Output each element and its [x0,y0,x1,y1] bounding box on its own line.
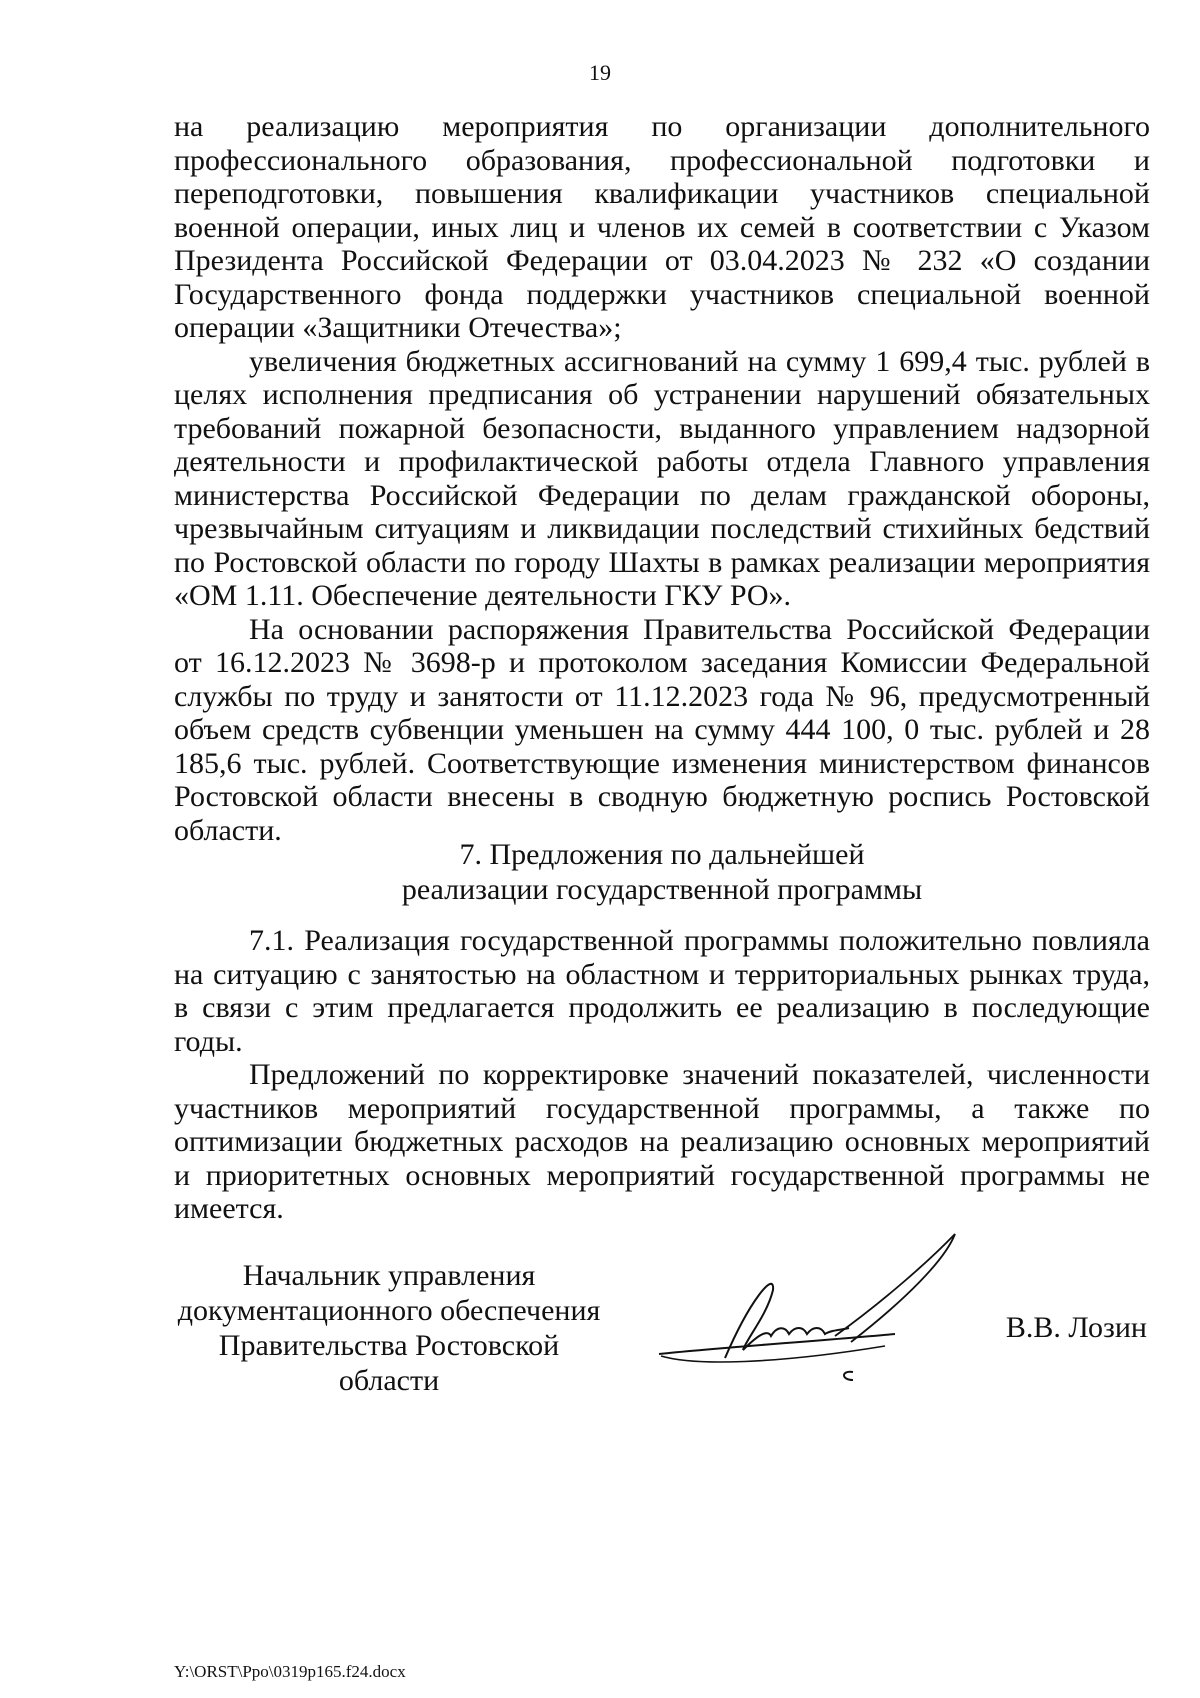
body-text [174,110,1150,847]
paragraph-proposal-7-1: 7.1. Реализация государственной программы положительно повлияла на ситуацию с занятостью на областном и территориальных рынках труда, в связи с этим предлагается продолжить ее реализацию в последующие годы. [174,924,1150,1058]
section-heading-line-1: 7. Предложения по дальнейшей [459,838,865,871]
proposals-text [174,924,1150,1226]
section-heading [174,837,1150,907]
signer-title-line-2: документационного обеспечения [177,1294,601,1327]
paragraph-budget-increase: увеличения бюджетных ассигнований на сумму 1 699,4 тыс. рублей в целях исполнения предписания об устранении нарушений обязательных требований пожарной безопасности, выданного управлением надзорной деятельности и профилактической работы отдела Главного управления министерства Российской Федерации по делам гражданской обороны, чрезвычайным ситуациям и ликвидации последствий стихийных бедствий по Ростовской области по городу Шахты в рамках реализации мероприятия «ОМ 1.11. Обеспечение деятельности ГКУ РО». [174,344,1150,612]
paragraph-subvention-decrease: На основании распоряжения Правительства Российской Федерации от 16.12.2023 № 3698-р и протоколом заседания Комиссии Федеральной службы по труду и занятости от 11.12.2023 года № 96, предусмотренный объем средств субвенции уменьшен на сумму 444 100, 0 тыс. рублей и 28 185,6 тыс. рублей. Соответствующие изменения министерством финансов Ростовской области внесены в сводную бюджетную роспись Ростовской области. [174,612,1150,847]
page-number: 19 [589,60,611,85]
paragraph-continuation: на реализацию мероприятия по организации дополнительного профессионального образования, профессиональной подготовки и переподготовки, повышения квалификации участников специальной военной операции, иных лиц и членов их семей в соответствии с Указом Президента Российской Федерации от 03.04.2023 № 232 «О создании Государственного фонда поддержки участников специальной военной операции «Защитники Отечества»; [174,110,1150,344]
footer-file-path: Y:\ORST\Ppo\0319p165.f24.docx [174,1662,406,1681]
handwritten-signature [655,1230,975,1385]
section-heading-line-2: реализации государственной программы [401,873,923,906]
signer-name: В.В. Лозин [1005,1311,1147,1344]
signer-title-line-1: Начальник управления [242,1259,536,1292]
signer-title [174,1258,604,1398]
signer-title-line-3: Правительства Ростовской области [218,1329,560,1397]
paragraph-no-proposals: Предложений по корректировке значений показателей, численности участников мероприятий государственной программы, а также по оптимизации бюджетных расходов на реализацию основных мероприятий и приоритетных основных мероприятий государственной программы не имеется. [174,1058,1150,1225]
